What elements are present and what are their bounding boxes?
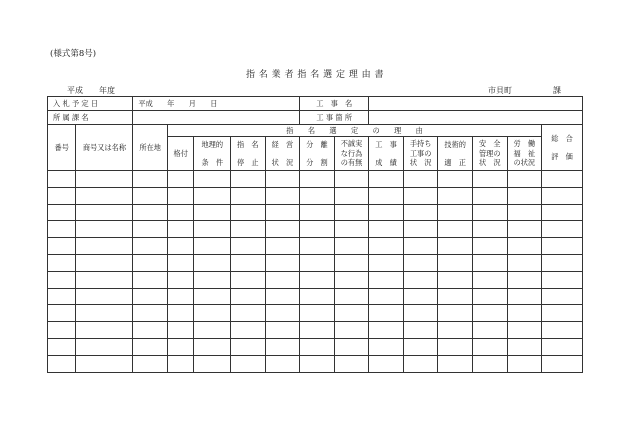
table-cell[interactable] — [231, 204, 266, 221]
workload-header — [403, 137, 438, 171]
section-field[interactable] — [133, 111, 300, 125]
table-cell[interactable] — [194, 204, 231, 221]
company-header: 商号又は名称 — [76, 125, 133, 171]
table-cell[interactable] — [507, 355, 542, 372]
table-row — [48, 221, 583, 238]
table-cell[interactable] — [300, 355, 335, 372]
table-cell[interactable] — [133, 355, 168, 372]
table-cell[interactable] — [542, 171, 583, 188]
table-cell[interactable] — [194, 187, 231, 204]
table-cell[interactable] — [133, 271, 168, 288]
table-cell[interactable] — [334, 221, 369, 238]
table-cell[interactable] — [334, 254, 369, 271]
table-cell[interactable] — [167, 338, 193, 355]
table-cell[interactable] — [334, 204, 369, 221]
table-cell[interactable] — [403, 322, 438, 339]
geo-line-2: 条 件 — [201, 157, 224, 167]
table-cell[interactable] — [300, 254, 335, 271]
table-cell[interactable] — [542, 221, 583, 238]
results-header — [369, 137, 404, 171]
table-row — [48, 204, 583, 221]
table-cell[interactable] — [369, 238, 404, 255]
table-cell[interactable] — [542, 305, 583, 322]
labor-line-2: 福 祉 — [513, 148, 536, 158]
management-line-1: 経 営 — [271, 140, 294, 150]
table-cell[interactable] — [167, 187, 193, 204]
table-cell[interactable] — [231, 305, 266, 322]
table-cell[interactable] — [167, 171, 193, 188]
table-cell[interactable] — [167, 221, 193, 238]
table-cell[interactable] — [542, 187, 583, 204]
table-cell[interactable] — [369, 204, 404, 221]
table-cell[interactable] — [265, 322, 300, 339]
fiscal-year-label: 平成 年度 — [67, 86, 115, 95]
table-cell[interactable] — [403, 171, 438, 188]
table-cell[interactable] — [369, 221, 404, 238]
table-cell[interactable] — [48, 355, 76, 372]
geo-line-1: 地理的 — [201, 140, 224, 150]
table-row — [48, 305, 583, 322]
table-cell[interactable] — [231, 254, 266, 271]
table-cell[interactable] — [438, 171, 473, 188]
department-label: 課 — [553, 86, 561, 95]
work-place-field[interactable] — [369, 111, 583, 125]
table-cell[interactable] — [472, 355, 507, 372]
table-cell[interactable] — [48, 322, 76, 339]
table-cell[interactable] — [542, 271, 583, 288]
table-cell[interactable] — [133, 171, 168, 188]
table-cell[interactable] — [403, 221, 438, 238]
misconduct-header — [334, 137, 369, 171]
table-cell[interactable] — [76, 187, 133, 204]
misconduct-line-3: の有無 — [340, 158, 363, 168]
table-cell[interactable] — [48, 271, 76, 288]
table-cell[interactable] — [133, 221, 168, 238]
table-cell[interactable] — [133, 305, 168, 322]
table-cell[interactable] — [76, 305, 133, 322]
table-cell[interactable] — [507, 171, 542, 188]
table-cell[interactable] — [76, 238, 133, 255]
workload-line-2: 工事の — [409, 148, 432, 158]
table-cell[interactable] — [438, 355, 473, 372]
table-cell[interactable] — [369, 305, 404, 322]
table-cell[interactable] — [194, 338, 231, 355]
table-cell[interactable] — [472, 254, 507, 271]
bid-date-label: 入 札 予 定 日 — [48, 97, 133, 111]
table-cell[interactable] — [542, 204, 583, 221]
table-cell[interactable] — [507, 288, 542, 305]
table-cell[interactable] — [438, 204, 473, 221]
table-cell[interactable] — [167, 204, 193, 221]
table-cell[interactable] — [167, 322, 193, 339]
table-cell[interactable] — [334, 171, 369, 188]
work-name-label: 工 事 名 — [300, 97, 369, 111]
table-cell[interactable] — [472, 238, 507, 255]
overall-header — [542, 125, 583, 171]
technical-line-2: 適 正 — [444, 157, 466, 167]
table-cell[interactable] — [300, 322, 335, 339]
labor-line-3: の状況 — [513, 158, 536, 168]
management-header — [265, 137, 300, 171]
table-cell[interactable] — [231, 271, 266, 288]
table-cell[interactable] — [403, 288, 438, 305]
table-cell[interactable] — [48, 187, 76, 204]
table-cell[interactable] — [542, 288, 583, 305]
safety-line-3: 状 況 — [478, 158, 501, 168]
table-cell[interactable] — [133, 254, 168, 271]
labor-line-1: 労 働 — [513, 139, 536, 149]
suspension-header — [231, 137, 266, 171]
table-cell[interactable] — [403, 204, 438, 221]
table-cell[interactable] — [231, 221, 266, 238]
table-cell[interactable] — [507, 238, 542, 255]
safety-header — [472, 137, 507, 171]
table-cell[interactable] — [231, 338, 266, 355]
table-cell[interactable] — [507, 187, 542, 204]
table-cell[interactable] — [167, 254, 193, 271]
table-cell[interactable] — [300, 305, 335, 322]
suspension-line-2: 停 止 — [237, 157, 259, 167]
table-cell[interactable] — [76, 322, 133, 339]
table-cell[interactable] — [542, 238, 583, 255]
table-cell[interactable] — [194, 322, 231, 339]
table-row — [48, 322, 583, 339]
table-cell[interactable] — [542, 338, 583, 355]
table-cell[interactable] — [369, 271, 404, 288]
table-cell[interactable] — [265, 187, 300, 204]
table-cell[interactable] — [438, 187, 473, 204]
table-cell[interactable] — [403, 271, 438, 288]
table-cell[interactable] — [48, 288, 76, 305]
table-cell[interactable] — [76, 204, 133, 221]
section-row — [48, 111, 583, 125]
table-cell[interactable] — [265, 221, 300, 238]
bid-date-row — [48, 97, 583, 111]
table-row — [48, 171, 583, 188]
table-row — [48, 288, 583, 305]
table-cell[interactable] — [438, 238, 473, 255]
technical-line-1: 技術的 — [444, 140, 466, 150]
table-cell[interactable] — [334, 271, 369, 288]
table-cell[interactable] — [265, 271, 300, 288]
table-cell[interactable] — [194, 305, 231, 322]
table-cell[interactable] — [265, 355, 300, 372]
table-cell[interactable] — [167, 271, 193, 288]
management-line-2: 状 況 — [271, 157, 294, 167]
table-cell[interactable] — [133, 288, 168, 305]
table-cell[interactable] — [76, 271, 133, 288]
table-cell[interactable] — [369, 355, 404, 372]
table-cell[interactable] — [472, 171, 507, 188]
table-cell[interactable] — [472, 338, 507, 355]
table-row — [48, 187, 583, 204]
table-cell[interactable] — [194, 288, 231, 305]
table-cell[interactable] — [369, 171, 404, 188]
document-title: 指 名 業 者 指 名 選 定 理 由 書 — [245, 70, 385, 80]
table-cell[interactable] — [76, 288, 133, 305]
table-cell[interactable] — [194, 355, 231, 372]
selection-reason-table — [47, 96, 583, 373]
table-cell[interactable] — [265, 171, 300, 188]
split-line-1: 分 離 — [306, 140, 328, 150]
table-row — [48, 238, 583, 255]
table-cell[interactable] — [403, 305, 438, 322]
table-cell[interactable] — [438, 338, 473, 355]
table-cell[interactable] — [133, 187, 168, 204]
table-row — [48, 338, 583, 355]
technical-header — [438, 137, 473, 171]
table-cell[interactable] — [507, 271, 542, 288]
table-cell[interactable] — [300, 288, 335, 305]
safety-line-2: 管理の — [478, 148, 501, 158]
table-cell[interactable] — [507, 338, 542, 355]
table-cell[interactable] — [334, 355, 369, 372]
table-cell[interactable] — [167, 288, 193, 305]
table-cell[interactable] — [334, 322, 369, 339]
table-cell[interactable] — [403, 187, 438, 204]
table-cell[interactable] — [369, 187, 404, 204]
table-cell[interactable] — [231, 238, 266, 255]
table-cell[interactable] — [231, 187, 266, 204]
table-cell[interactable] — [265, 238, 300, 255]
misconduct-line-2: な行為 — [340, 148, 363, 158]
table-cell[interactable] — [438, 288, 473, 305]
table-cell[interactable] — [300, 187, 335, 204]
split-line-2: 分 割 — [306, 157, 328, 167]
table-cell[interactable] — [48, 338, 76, 355]
work-name-field[interactable] — [369, 97, 583, 111]
table-cell[interactable] — [76, 254, 133, 271]
bid-date-field[interactable]: 平成 年 月 日 — [133, 97, 300, 111]
safety-line-1: 安 全 — [478, 139, 501, 149]
table-cell[interactable] — [369, 288, 404, 305]
table-cell[interactable] — [472, 187, 507, 204]
table-cell[interactable] — [369, 322, 404, 339]
table-cell[interactable] — [231, 355, 266, 372]
labor-header — [507, 137, 542, 171]
table-cell[interactable] — [403, 338, 438, 355]
table-cell[interactable] — [438, 305, 473, 322]
table-cell[interactable] — [542, 355, 583, 372]
table-cell[interactable] — [334, 238, 369, 255]
form-number: (様式第8号) — [50, 49, 97, 59]
table-cell[interactable] — [194, 171, 231, 188]
table-cell[interactable] — [48, 204, 76, 221]
table-cell[interactable] — [48, 221, 76, 238]
rank-header: 格付 — [167, 137, 193, 171]
table-cell[interactable] — [334, 338, 369, 355]
table-cell[interactable] — [194, 238, 231, 255]
table-cell[interactable] — [265, 305, 300, 322]
table-cell[interactable] — [76, 221, 133, 238]
results-line-1: 工 事 — [375, 140, 397, 150]
table-cell[interactable] — [472, 305, 507, 322]
table-cell[interactable] — [507, 204, 542, 221]
table-cell[interactable] — [438, 254, 473, 271]
geo-header — [194, 137, 231, 171]
table-row — [48, 271, 583, 288]
table-cell[interactable] — [194, 271, 231, 288]
table-cell[interactable] — [403, 238, 438, 255]
table-cell[interactable] — [472, 204, 507, 221]
table-cell[interactable] — [48, 305, 76, 322]
table-cell[interactable] — [472, 221, 507, 238]
table-cell[interactable] — [265, 204, 300, 221]
table-cell[interactable] — [542, 322, 583, 339]
table-cell[interactable] — [231, 322, 266, 339]
table-cell[interactable] — [438, 322, 473, 339]
table-row — [48, 355, 583, 372]
overall-line-2: 評 価 — [551, 151, 573, 161]
table-row — [48, 254, 583, 271]
table-cell[interactable] — [472, 288, 507, 305]
table-cell[interactable] — [194, 254, 231, 271]
table-cell[interactable] — [334, 288, 369, 305]
table-cell[interactable] — [231, 288, 266, 305]
work-place-label: 工 事 箇 所 — [300, 111, 369, 125]
table-cell[interactable] — [438, 221, 473, 238]
reason-group-header: 指 名 選 定 の 理 由 — [167, 125, 541, 137]
table-cell[interactable] — [133, 204, 168, 221]
table-cell[interactable] — [300, 171, 335, 188]
table-cell[interactable] — [133, 322, 168, 339]
workload-line-3: 状 況 — [409, 158, 432, 168]
table-cell[interactable] — [300, 238, 335, 255]
number-header: 番号 — [48, 125, 76, 171]
city-name: 市貝町 — [488, 86, 512, 95]
table-cell[interactable] — [507, 221, 542, 238]
table-cell[interactable] — [231, 171, 266, 188]
split-header — [300, 137, 335, 171]
table-cell[interactable] — [300, 221, 335, 238]
table-cell[interactable] — [300, 204, 335, 221]
data-rows — [48, 171, 583, 373]
table-cell[interactable] — [472, 322, 507, 339]
table-cell[interactable] — [369, 254, 404, 271]
table-cell[interactable] — [48, 171, 76, 188]
table-cell[interactable] — [76, 171, 133, 188]
header-row-top — [48, 125, 583, 137]
table-cell[interactable] — [403, 254, 438, 271]
table-cell[interactable] — [507, 254, 542, 271]
table-cell[interactable] — [265, 338, 300, 355]
table-cell[interactable] — [167, 238, 193, 255]
table-cell[interactable] — [167, 355, 193, 372]
section-label: 所 属 課 名 — [48, 111, 133, 125]
table-cell[interactable] — [334, 187, 369, 204]
table-cell[interactable] — [507, 305, 542, 322]
misconduct-line-1: 不誠実 — [340, 139, 363, 149]
table-cell[interactable] — [334, 305, 369, 322]
suspension-line-1: 指 名 — [237, 140, 259, 150]
table-cell[interactable] — [472, 271, 507, 288]
table-cell[interactable] — [300, 271, 335, 288]
table-cell[interactable] — [167, 305, 193, 322]
location-header: 所在地 — [133, 125, 168, 171]
table-cell[interactable] — [542, 254, 583, 271]
overall-line-1: 総 合 — [551, 134, 573, 144]
workload-line-1: 手持ち — [409, 139, 432, 149]
table-cell[interactable] — [300, 338, 335, 355]
table-cell[interactable] — [133, 338, 168, 355]
table-cell[interactable] — [48, 238, 76, 255]
table-cell[interactable] — [507, 322, 542, 339]
table-cell[interactable] — [438, 271, 473, 288]
table-cell[interactable] — [265, 254, 300, 271]
table-cell[interactable] — [76, 355, 133, 372]
table-cell[interactable] — [194, 221, 231, 238]
table-cell[interactable] — [403, 355, 438, 372]
table-cell[interactable] — [265, 288, 300, 305]
table-cell[interactable] — [48, 254, 76, 271]
table-cell[interactable] — [133, 238, 168, 255]
results-line-2: 成 績 — [375, 157, 397, 167]
table-cell[interactable] — [369, 338, 404, 355]
table-cell[interactable] — [76, 338, 133, 355]
